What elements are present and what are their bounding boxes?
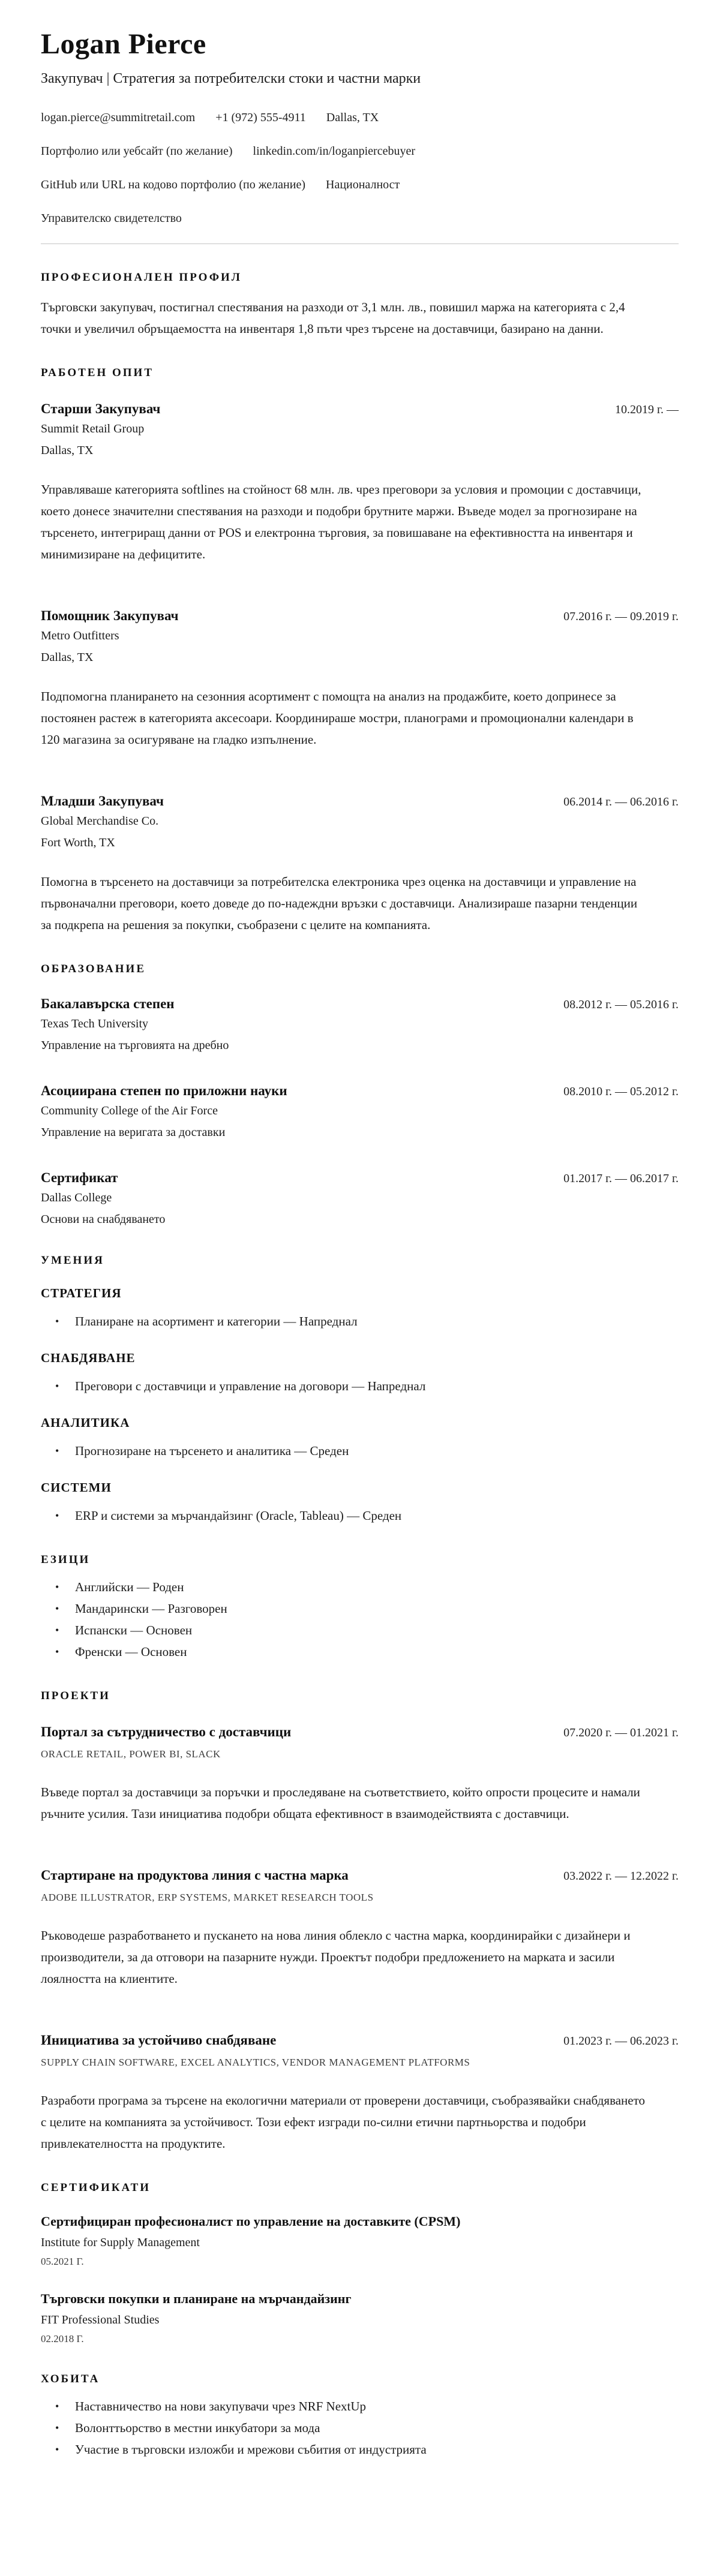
education-head <box>41 1082 679 1099</box>
headline: Закупувач | Стратегия за потребителски стоки и частни марки <box>41 71 421 86</box>
skill-category-name: СИСТЕМИ <box>41 1480 112 1495</box>
education-head <box>41 995 679 1012</box>
hobby-item: • Волонттьорство в местни инкубатори за мода <box>75 2417 679 2439</box>
skill-list <box>41 1505 679 1526</box>
project-head <box>41 2031 679 2049</box>
contact-row <box>41 168 679 202</box>
job-dates: 07.2016 г. — 09.2019 г. <box>563 610 679 623</box>
section-heading-certifications: СЕРТИФИКАТИ <box>41 2181 151 2194</box>
section-languages <box>41 1553 679 1663</box>
skill-list <box>41 1310 679 1332</box>
skill-item: • ERP и системи за мърчандайзинг (Oracle, Tableau) — Среден <box>75 1505 679 1526</box>
skill-list <box>41 1440 679 1462</box>
education-entry <box>41 995 679 1053</box>
education-entry <box>41 1082 679 1140</box>
section-heading-experience: РАБОТЕН ОПИТ <box>41 366 154 379</box>
project-title: Портал за сътрудничество с доставчици <box>41 1724 292 1739</box>
project-entry <box>41 1866 679 1989</box>
job-entry <box>41 607 679 750</box>
contact-portfolio-label: Портфолио или уебсайт (по желание) <box>41 145 233 158</box>
contact-row <box>41 101 679 134</box>
project-dates: 07.2020 г. — 01.2021 г. <box>563 1726 679 1739</box>
resume-header <box>41 28 679 244</box>
job-head <box>41 400 679 417</box>
section-profile <box>41 270 679 339</box>
job-entry <box>41 400 679 565</box>
job-location: Fort Worth, TX <box>41 836 115 849</box>
section-heading-education: ОБРАЗОВАНИЕ <box>41 963 146 975</box>
job-description: Управляваше категорията softlines на стойност 68 млн. лв. чрез преговори за условия и промоции с доставчици, което донесе значителни спестявания на разходи и подобри брутните маржи. Въведе модел за прогнозиране на търсенето, интегриращ данни от POS и електронна търговия, за повишаване на ефективността на инвентаря и минимизиране на дефицитите. <box>41 482 641 561</box>
contact-row <box>41 202 679 235</box>
project-tools: ADOBE ILLUSTRATOR, ERP SYSTEMS, MARKET RESEARCH TOOLS <box>41 1892 374 1903</box>
education-school: Texas Tech University <box>41 1017 149 1030</box>
certification-org: FIT Professional Studies <box>41 2313 160 2326</box>
education-dates: 08.2012 г. — 05.2016 г. <box>563 998 679 1011</box>
education-degree: Асоциирана степен по приложни науки <box>41 1083 287 1098</box>
job-dates: 10.2019 г. — <box>615 403 679 416</box>
project-head <box>41 1723 679 1741</box>
job-head <box>41 607 679 624</box>
section-heading-projects: ПРОЕКТИ <box>41 1690 110 1702</box>
job-description: Подпомогна планирането на сезонния асортимент с помощта на анализ на продажбите, което допринесе за постоянен растеж в категорията аксесоари. Координираше мостри, планограми и промоционални календари в 120 магазина за осигуряване на гладко изпълнение. <box>41 689 634 747</box>
section-heading-hobbies: ХОБИТА <box>41 2373 100 2385</box>
education-dates: 01.2017 г. — 06.2017 г. <box>563 1172 679 1185</box>
hobby-item: • Наставничество на нови закупувачи чрез NRF NextUp <box>75 2395 679 2417</box>
contact-github-label: GitHub или URL на кодово портфолио (по желание) <box>41 178 305 191</box>
job-location: Dallas, TX <box>41 444 94 457</box>
job-entry <box>41 792 679 936</box>
job-description: Помогна в търсенето на доставчици за потребителска електроника чрез оценка на доставчици и управление на първоначални преговори, което доведе до по-надеждни връзки с доставчици. Анализираше пазарни тенденции за подкрепа на решения за покупки, съобразени с целите на компанията. <box>41 874 638 932</box>
language-list <box>41 1576 679 1663</box>
person-name: Logan Pierce <box>41 28 206 60</box>
certification-name: Търговски покупки и планиране на мърчандайзинг <box>41 2291 352 2306</box>
job-title: Младши Закупувач <box>41 793 164 808</box>
project-tools: ORACLE RETAIL, POWER BI, SLACK <box>41 1748 221 1760</box>
contact-linkedin: linkedin.com/in/loganpiercebuyer <box>253 145 415 158</box>
job-company: Global Merchandise Co. <box>41 814 159 828</box>
contact-phone: +1 (972) 555-4911 <box>215 111 306 124</box>
education-field: Управление на търговията на дребно <box>41 1039 229 1052</box>
job-dates: 06.2014 г. — 06.2016 г. <box>563 795 679 808</box>
certification-date: 05.2021 Г. <box>41 2256 84 2267</box>
project-title: Инициатива за устойчиво снабдяване <box>41 2033 277 2048</box>
job-title: Старши Закупувач <box>41 401 161 416</box>
project-description: Ръководеше разработването и пускането на нова линия облекло с частна марка, координирайки с дизайнери и производители, за да отговори на пазарните нужди. Проектът подобри предложението на марката и засили лоялността на клиентите. <box>41 1928 631 1986</box>
skill-item: • Планиране на асортимент и категории — Напреднал <box>75 1310 679 1332</box>
skill-item: • Преговори с доставчици и управление на договори — Напреднал <box>75 1375 679 1397</box>
section-heading-skills: УМЕНИЯ <box>41 1254 104 1267</box>
certification-entry <box>41 2213 679 2268</box>
skill-category-name: СНАБДЯВАНЕ <box>41 1351 136 1365</box>
section-heading-languages: ЕЗИЦИ <box>41 1553 91 1566</box>
project-dates: 03.2022 г. — 12.2022 г. <box>563 1869 679 1883</box>
hobby-list <box>41 2395 679 2460</box>
education-entry <box>41 1169 679 1227</box>
certification-name: Сертифициран професионалист по управление на доставките (CPSM) <box>41 2214 461 2229</box>
certification-date: 02.2018 Г. <box>41 2333 84 2344</box>
contact-email: logan.pierce@summitretail.com <box>41 111 196 124</box>
skill-category-name: АНАЛИТИКА <box>41 1415 130 1430</box>
section-hobbies <box>41 2372 679 2460</box>
contact-row <box>41 134 679 168</box>
education-degree: Сертификат <box>41 1170 118 1185</box>
education-school: Community College of the Air Force <box>41 1104 218 1117</box>
hobby-item: • Участие в търговски изложби и мрежови събития от индустрията <box>75 2439 679 2460</box>
project-entry <box>41 2031 679 2154</box>
skill-list <box>41 1375 679 1397</box>
project-head <box>41 1866 679 1884</box>
project-description: Разработи програма за търсене на екологични материали от проверени доставчици, съобразявайки снабдяването с целите на компанията за устойчивост. Този ефект изгради по-силни етични партньорства и подобри привлекателността на продуктите. <box>41 2093 645 2151</box>
certification-entry <box>41 2290 679 2346</box>
education-field: Основи на снабдяването <box>41 1213 166 1226</box>
job-company: Metro Outfitters <box>41 629 119 642</box>
skill-category-name: СТРАТЕГИЯ <box>41 1286 122 1300</box>
section-experience <box>41 366 679 936</box>
project-entry <box>41 1723 679 1824</box>
job-head <box>41 792 679 810</box>
project-description: Въведе портал за доставчици за поръчки и проследяване на съответствието, който опрости процесите и намали ръчните усилия. Тази инициатива подобри общата ефективност в взаимодействията с доставчици. <box>41 1785 640 1821</box>
language-item: • Испански — Основен <box>75 1619 679 1641</box>
education-dates: 08.2010 г. — 05.2012 г. <box>563 1085 679 1098</box>
contact-license-label: Управителско свидетелство <box>41 212 182 225</box>
section-skills <box>41 1254 679 1526</box>
education-school: Dallas College <box>41 1191 112 1204</box>
education-degree: Бакалавърска степен <box>41 996 175 1011</box>
language-item: • Мандарински — Разговорен <box>75 1598 679 1619</box>
project-dates: 01.2023 г. — 06.2023 г. <box>563 2034 679 2048</box>
contact-info <box>41 101 679 235</box>
project-title: Стартиране на продуктова линия с частна марка <box>41 1868 349 1883</box>
section-heading-profile: ПРОФЕСИОНАЛЕН ПРОФИЛ <box>41 271 242 284</box>
language-item: • Френски — Основен <box>75 1641 679 1663</box>
section-certifications <box>41 2181 679 2346</box>
certification-org: Institute for Supply Management <box>41 2236 200 2249</box>
job-title: Помощник Закупувач <box>41 608 179 623</box>
education-field: Управление на веригата за доставки <box>41 1126 226 1139</box>
profile-text: Търговски закупувач, постигнал спестявания на разходи от 3,1 млн. лв., повишил маржа на категорията с 2,4 точки и увеличил обръщаемостта на инвентаря 1,8 пъти чрез търсене на доставчици, базирано на данни. <box>41 300 625 336</box>
contact-location: Dallas, TX <box>326 111 379 124</box>
job-company: Summit Retail Group <box>41 422 145 435</box>
section-education <box>41 962 679 1227</box>
job-location: Dallas, TX <box>41 651 94 664</box>
section-projects <box>41 1689 679 2154</box>
project-tools: SUPPLY CHAIN SOFTWARE, EXCEL ANALYTICS, VENDOR MANAGEMENT PLATFORMS <box>41 2057 470 2068</box>
language-item: • Английски — Роден <box>75 1576 679 1598</box>
contact-nationality-label: Националност <box>326 178 400 191</box>
skill-item: • Прогнозиране на търсенето и аналитика — Среден <box>75 1440 679 1462</box>
education-head <box>41 1169 679 1186</box>
